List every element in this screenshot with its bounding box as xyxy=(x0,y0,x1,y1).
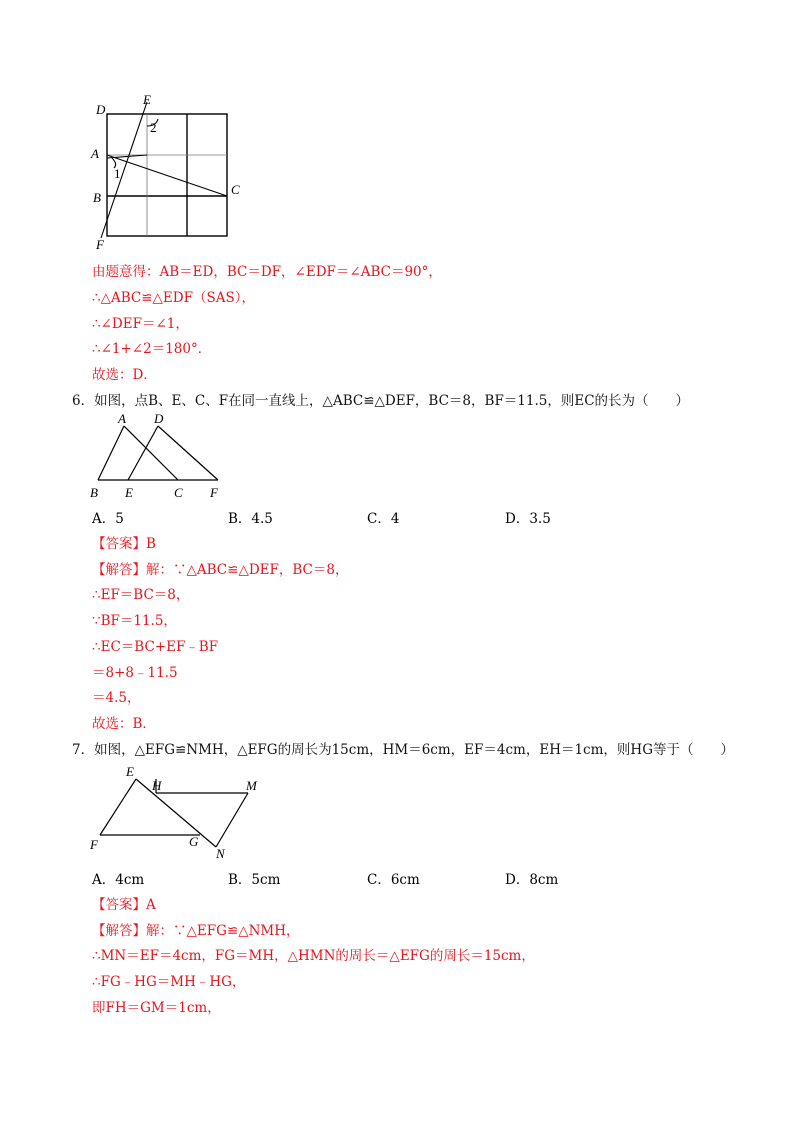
q7-label-h: H xyxy=(152,778,162,793)
q6-option-d[interactable]: D．3.5 xyxy=(505,511,551,527)
q7-option-d[interactable]: D．8cm xyxy=(505,872,559,888)
q6-solution-line: ∴EC＝BC+EF﹣BF xyxy=(92,639,219,655)
q6-label-f: F xyxy=(210,485,218,500)
q6-label-a: A xyxy=(118,411,126,426)
q6-answer: 【答案】B xyxy=(92,536,156,552)
q5-solution-line: 由题意得：AB＝ED，BC＝DF，∠EDF＝∠ABC＝90°， xyxy=(92,264,442,280)
q5-grid-figure xyxy=(90,92,250,252)
q5-solution-line: ∴△ABC≌△EDF（SAS）， xyxy=(92,290,255,306)
q6-solution-line: ＝4.5， xyxy=(92,690,141,706)
q7-label-m: M xyxy=(246,778,257,793)
q7-solution-line: 【解答】解：∵△EFG≌△NMH， xyxy=(92,923,300,939)
q6-option-c[interactable]: C．4 xyxy=(367,511,400,527)
q5-label-e: E xyxy=(143,92,151,107)
q5-solution-line: ∴∠1+∠2＝180°． xyxy=(92,341,212,357)
q7-label-g: G xyxy=(189,834,199,849)
q7-solution-line: ∴FG﹣HG＝MH﹣HG， xyxy=(92,974,246,990)
q6-label-c: C xyxy=(174,485,183,500)
q7-label-e: E xyxy=(126,764,134,779)
q6-solution-line: ∴EF＝BC＝8， xyxy=(92,587,190,603)
q7-option-a[interactable]: A．4cm xyxy=(92,872,145,888)
q6-option-b[interactable]: B．4.5 xyxy=(228,511,273,527)
q6-option-a[interactable]: A．5 xyxy=(92,511,124,527)
q7-solution-line: 即FH＝GM＝1cm， xyxy=(92,1000,221,1016)
q7-label-n: N xyxy=(216,846,225,861)
q6-label-d: D xyxy=(154,411,164,426)
q5-label-f: F xyxy=(96,237,104,252)
q6-solution-line: ∵BF＝11.5， xyxy=(92,613,177,629)
q6-solution-line: ＝8+8﹣11.5 xyxy=(92,665,178,681)
q7-option-b[interactable]: B．5cm xyxy=(228,872,281,888)
q6-solution-line: 【解答】解：∵△ABC≌△DEF，BC＝8， xyxy=(92,562,349,578)
q6-solution-line: 故选：B． xyxy=(92,716,156,732)
q6-figure xyxy=(86,410,236,502)
q5-angle-2: 2 xyxy=(150,120,157,135)
q7-solution-line: ∴MN＝EF＝4cm，FG＝MH，△HMN的周长＝△EFG的周长＝15cm， xyxy=(92,948,535,964)
q6-label-b: B xyxy=(90,485,98,500)
q5-solution-line: 故选：D． xyxy=(92,367,157,383)
q6-label-e: E xyxy=(125,485,133,500)
q5-label-d: D xyxy=(96,102,106,117)
q5-angle-1: 1 xyxy=(114,166,121,181)
q5-label-c: C xyxy=(231,182,240,197)
q6-question: 6．如图，点B、E、C、F在同一直线上，△ABC≌△DEF，BC＝8，BF＝11.5，则EC的长为（ ） xyxy=(72,393,690,409)
q7-option-c[interactable]: C．6cm xyxy=(367,872,420,888)
q5-solution-line: ∴∠DEF＝∠1， xyxy=(92,316,189,332)
q7-question: 7．如图，△EFG≌NMH，△EFG的周长为15cm，HM＝6cm，EF＝4cm，EH＝1cm，则HG等于（ ） xyxy=(72,742,734,758)
q7-label-f: F xyxy=(90,837,98,852)
q7-figure xyxy=(86,762,276,862)
q5-label-a: A xyxy=(91,146,99,161)
q5-label-b: B xyxy=(93,190,101,205)
q7-answer: 【答案】A xyxy=(92,897,156,913)
